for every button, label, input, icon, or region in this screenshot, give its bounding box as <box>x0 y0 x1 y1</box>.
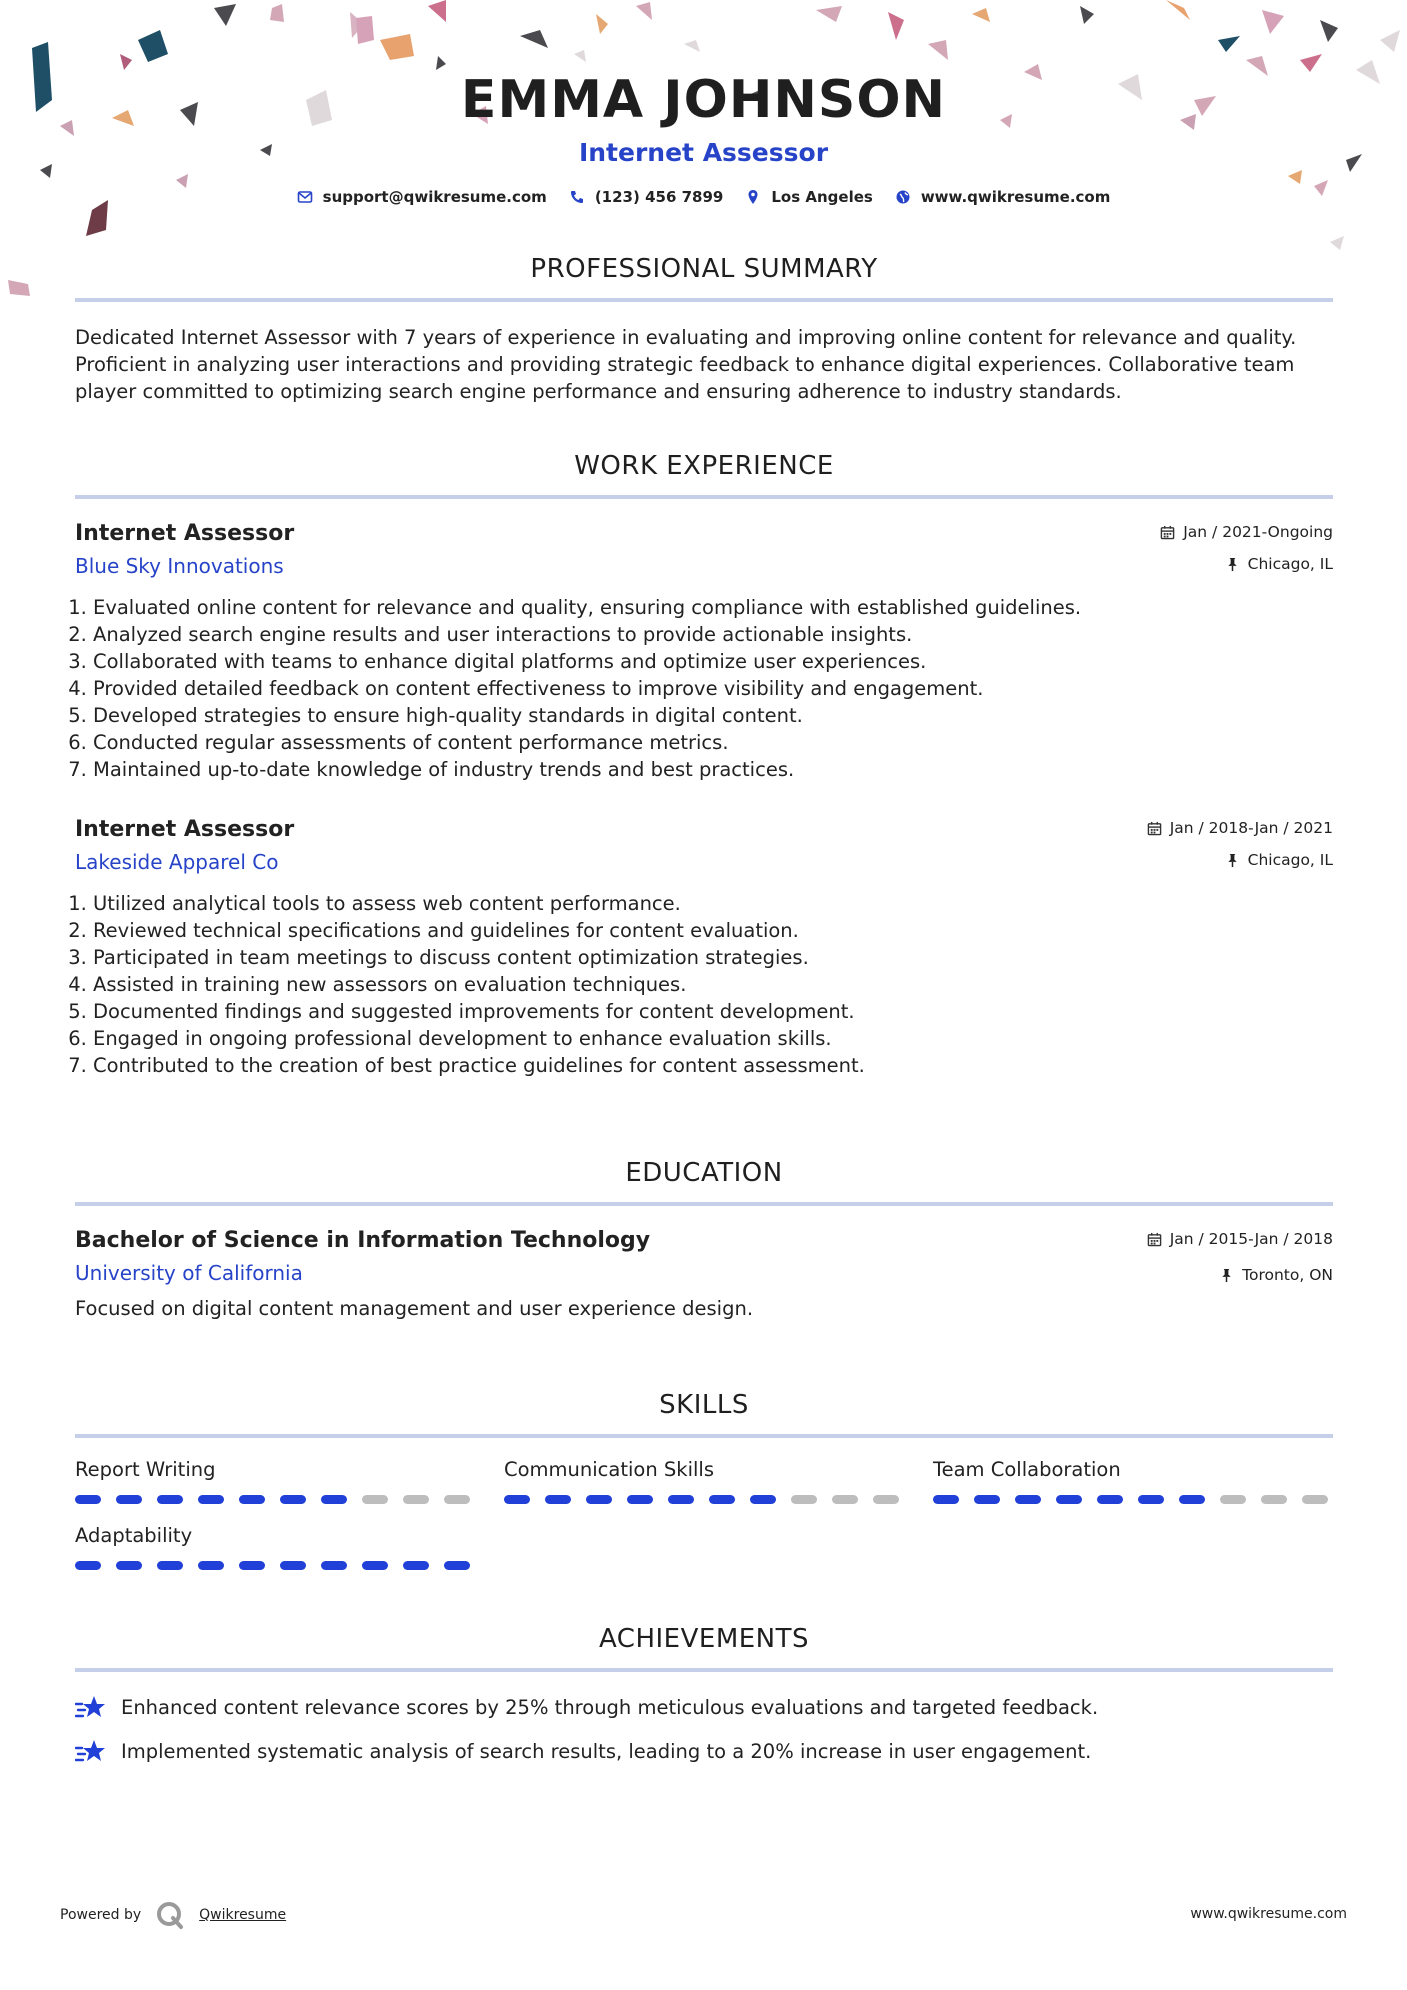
globe-icon <box>895 189 911 205</box>
job-location <box>1147 849 1333 871</box>
education-dates <box>1147 1228 1333 1250</box>
qwikresume-link[interactable]: Qwikresume <box>199 1907 287 1923</box>
skill-segment-empty <box>1220 1495 1246 1504</box>
skill-item <box>504 1458 904 1504</box>
achievement-item <box>75 1734 1333 1768</box>
duty-item: 4. Assisted in training new assessors on evaluation techniques. <box>93 971 1333 998</box>
education-location <box>1147 1264 1333 1286</box>
contact-website[interactable] <box>895 188 1111 206</box>
duty-item: 6. Engaged in ongoing professional development to enhance evaluation skills. <box>93 1025 1333 1052</box>
school-name: University of California <box>75 1261 303 1285</box>
section-divider <box>75 1434 1333 1438</box>
pushpin-icon <box>1219 1268 1234 1283</box>
skill-name: Report Writing <box>75 1458 216 1481</box>
skill-segment-empty <box>791 1495 817 1504</box>
skill-segment-filled <box>504 1495 530 1504</box>
duty-item: 7. Maintained up-to-date knowledge of industry trends and best practices. <box>93 756 1333 783</box>
skill-segment-empty <box>444 1495 470 1504</box>
duty-list <box>75 594 1333 783</box>
skill-segment-filled <box>1138 1495 1164 1504</box>
experience-section <box>75 451 1333 1079</box>
job-company: Blue Sky Innovations <box>75 554 284 578</box>
skill-segment-empty <box>873 1495 899 1504</box>
skill-segment-filled <box>362 1561 388 1570</box>
achievement-item <box>75 1690 1333 1724</box>
duty-item: 3. Collaborated with teams to enhance digital platforms and optimize user experiences. <box>93 648 1333 675</box>
pushpin-icon <box>1225 557 1240 572</box>
footer-branding <box>60 1900 286 1930</box>
skill-segment-filled <box>1056 1495 1082 1504</box>
achievements-section <box>75 1624 1333 1768</box>
job-entry <box>75 817 1333 1079</box>
job-meta <box>1147 817 1333 871</box>
duty-list <box>75 890 1333 1079</box>
powered-by-label: Powered by <box>60 1907 142 1923</box>
job-dates-text: Jan / 2018-Jan / 2021 <box>1169 819 1333 837</box>
job-entry <box>75 521 1333 783</box>
contact-phone-text: (123) 456 7899 <box>594 188 724 206</box>
summary-text: Dedicated Internet Assessor with 7 years of experience in evaluating and improving online content for relevance and quality. Proficient in analyzing user interactions and providing strategic feedback to enhance digital experiences. Collaborative team player committed to optimizing search engine performance and ensuring adherence to industry standards. <box>75 326 1297 403</box>
skill-segment-filled <box>668 1495 694 1504</box>
duty-item: 3. Participated in team meetings to discuss content optimization strategies. <box>93 944 1333 971</box>
skill-segment-filled <box>933 1495 959 1504</box>
contact-location <box>745 188 872 206</box>
achievement-list <box>75 1690 1333 1768</box>
skill-segment-filled <box>1015 1495 1041 1504</box>
skill-segment-empty <box>832 1495 858 1504</box>
map-pin-icon <box>745 189 761 205</box>
skill-segment-filled <box>1179 1495 1205 1504</box>
skill-segment-filled <box>709 1495 735 1504</box>
contact-website-text: www.qwikresume.com <box>920 188 1111 206</box>
star-icon <box>75 1692 107 1722</box>
skills-section <box>75 1390 1333 1570</box>
skill-segment-filled <box>280 1495 306 1504</box>
skill-segment-filled <box>116 1561 142 1570</box>
skill-level-bar <box>75 1561 475 1570</box>
skill-segment-empty <box>362 1495 388 1504</box>
skill-segment-empty <box>1302 1495 1328 1504</box>
section-divider <box>75 1202 1333 1206</box>
education-entry <box>75 1228 1333 1322</box>
summary-section <box>75 254 1333 405</box>
duty-item: 1. Evaluated online content for relevance and quality, ensuring compliance with established guidelines. <box>93 594 1333 621</box>
skill-segment-filled <box>586 1495 612 1504</box>
skill-segment-filled <box>239 1495 265 1504</box>
candidate-name: EMMA JOHNSON <box>460 70 947 130</box>
skill-segment-filled <box>198 1561 224 1570</box>
job-location-text: Chicago, IL <box>1247 555 1333 573</box>
duty-item: 5. Developed strategies to ensure high-quality standards in digital content. <box>93 702 1333 729</box>
job-dates <box>1160 521 1333 543</box>
skill-level-bar <box>504 1495 904 1504</box>
duty-item: 4. Provided detailed feedback on content effectiveness to improve visibility and engagement. <box>93 675 1333 702</box>
achievement-text: Enhanced content relevance scores by 25% through meticulous evaluations and targeted feedback. <box>121 1695 1099 1719</box>
job-location-text: Chicago, IL <box>1247 851 1333 869</box>
skill-segment-filled <box>75 1561 101 1570</box>
skill-segment-filled <box>75 1495 101 1504</box>
skill-name: Adaptability <box>75 1524 193 1547</box>
skill-name: Team Collaboration <box>933 1458 1121 1481</box>
skill-segment-filled <box>198 1495 224 1504</box>
contact-email-text: support@qwikresume.com <box>322 188 547 206</box>
job-title: Internet Assessor <box>75 817 295 842</box>
skills-grid <box>75 1458 1333 1570</box>
job-title: Internet Assessor <box>75 521 295 546</box>
skill-segment-filled <box>280 1561 306 1570</box>
skill-level-bar <box>933 1495 1333 1504</box>
skill-name: Communication Skills <box>504 1458 714 1481</box>
duty-item: 2. Reviewed technical specifications and guidelines for content evaluation. <box>93 917 1333 944</box>
qwikresume-logo-icon <box>155 1900 185 1930</box>
contact-bar <box>0 188 1407 206</box>
contact-phone[interactable] <box>569 188 724 206</box>
education-location-text: Toronto, ON <box>1242 1266 1333 1284</box>
skill-segment-filled <box>157 1561 183 1570</box>
section-divider <box>75 1668 1333 1672</box>
job-dates <box>1147 817 1333 839</box>
experience-heading: WORK EXPERIENCE <box>574 451 834 481</box>
skill-segment-filled <box>974 1495 1000 1504</box>
skill-segment-filled <box>157 1495 183 1504</box>
achievements-heading: ACHIEVEMENTS <box>598 1624 810 1654</box>
education-meta <box>1147 1228 1333 1286</box>
footer-website[interactable]: www.qwikresume.com <box>1190 1906 1347 1922</box>
summary-heading: PROFESSIONAL SUMMARY <box>530 254 878 284</box>
skill-segment-filled <box>444 1561 470 1570</box>
duty-item: 1. Utilized analytical tools to assess web content performance. <box>93 890 1333 917</box>
duty-item: 2. Analyzed search engine results and user interactions to provide actionable insights. <box>93 621 1333 648</box>
calendar-icon <box>1147 821 1162 836</box>
education-description: Focused on digital content management and user experience design. <box>75 1297 754 1320</box>
skill-segment-filled <box>321 1561 347 1570</box>
section-divider <box>75 495 1333 499</box>
education-heading: EDUCATION <box>625 1158 783 1188</box>
job-meta <box>1160 521 1333 575</box>
star-icon <box>75 1736 107 1766</box>
job-location <box>1160 553 1333 575</box>
skill-segment-filled <box>239 1561 265 1570</box>
education-section <box>75 1158 1333 1322</box>
skill-item <box>933 1458 1333 1504</box>
skill-segment-filled <box>1097 1495 1123 1504</box>
skill-segment-filled <box>321 1495 347 1504</box>
contact-location-text: Los Angeles <box>771 188 873 206</box>
pushpin-icon <box>1225 853 1240 868</box>
duty-item: 5. Documented findings and suggested improvements for content development. <box>93 998 1333 1025</box>
skill-segment-filled <box>116 1495 142 1504</box>
envelope-icon <box>297 189 313 205</box>
job-dates-text: Jan / 2021-Ongoing <box>1183 523 1333 541</box>
resume-header <box>0 70 1407 167</box>
calendar-icon <box>1160 525 1175 540</box>
skill-segment-filled <box>750 1495 776 1504</box>
education-dates-text: Jan / 2015-Jan / 2018 <box>1169 1230 1333 1248</box>
skill-segment-filled <box>627 1495 653 1504</box>
skills-heading: SKILLS <box>659 1390 749 1420</box>
skill-segment-filled <box>545 1495 571 1504</box>
duty-item: 7. Contributed to the creation of best practice guidelines for content assessment. <box>93 1052 1333 1079</box>
duty-item: 6. Conducted regular assessments of content performance metrics. <box>93 729 1333 756</box>
skill-segment-filled <box>403 1561 429 1570</box>
contact-email[interactable] <box>297 188 547 206</box>
phone-icon <box>569 189 585 205</box>
degree-title: Bachelor of Science in Information Technology <box>75 1228 651 1253</box>
skill-item <box>75 1458 475 1504</box>
job-company: Lakeside Apparel Co <box>75 850 279 874</box>
skill-segment-empty <box>403 1495 429 1504</box>
skill-segment-empty <box>1261 1495 1287 1504</box>
achievement-text: Implemented systematic analysis of search results, leading to a 20% increase in user engagement. <box>121 1739 1092 1763</box>
section-divider <box>75 298 1333 302</box>
calendar-icon <box>1147 1232 1162 1247</box>
skill-level-bar <box>75 1495 475 1504</box>
candidate-title: Internet Assessor <box>578 138 829 167</box>
skill-item <box>75 1524 475 1570</box>
